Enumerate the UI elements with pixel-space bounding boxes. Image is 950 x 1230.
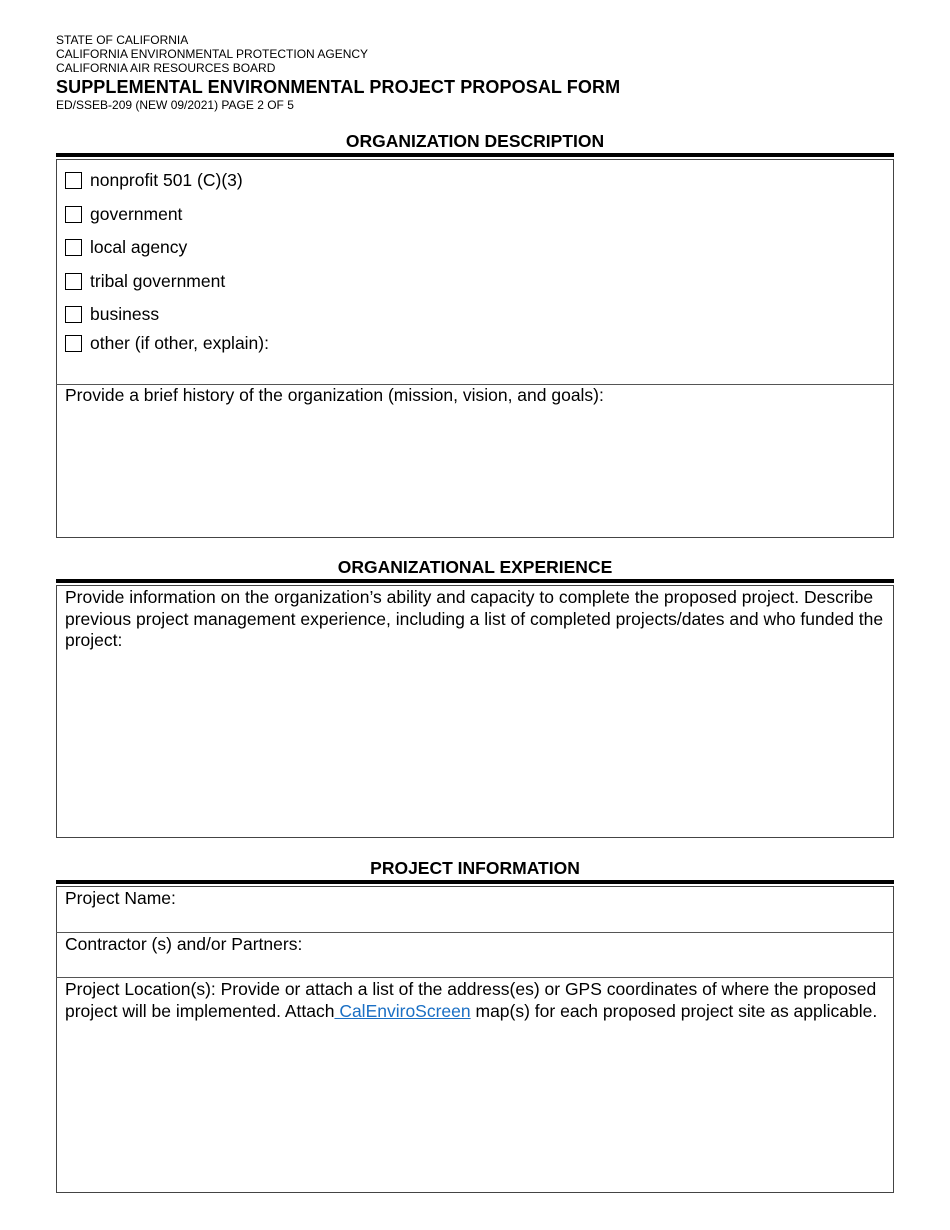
option-tribal-government[interactable] <box>65 270 225 292</box>
section-title-project-information: PROJECT INFORMATION <box>370 858 580 878</box>
government-checkbox[interactable] <box>65 206 82 223</box>
location-prompt-text: Project Location(s): Provide or attach a list of the address(es) or GPS coordinates of where the proposed project will be implemented. Attach <box>65 979 877 1021</box>
agency-line-carb: CALIFORNIA AIR RESOURCES BOARD <box>56 61 276 75</box>
business-checkbox[interactable] <box>65 306 82 323</box>
option-nonprofit[interactable] <box>65 169 243 191</box>
project-name-field[interactable]: Project Name: <box>65 888 176 908</box>
checkbox-label: government <box>90 203 183 224</box>
agency-line-calepa: CALIFORNIA ENVIRONMENTAL PROTECTION AGENCY <box>56 47 369 61</box>
checkbox-label: nonprofit 501 (C)(3) <box>90 169 243 190</box>
field-divider <box>56 932 894 933</box>
project-location-field[interactable] <box>65 979 885 1022</box>
history-field[interactable]: Provide a brief history of the organization (mission, vision, and goals): <box>65 385 604 405</box>
location-prompt-suffix: map(s) for each proposed project site as applicable. <box>470 1000 878 1021</box>
section-rule <box>56 579 894 583</box>
checkbox-label: business <box>90 303 160 324</box>
contractors-field[interactable]: Contractor (s) and/or Partners: <box>65 934 303 954</box>
section-rule <box>56 880 894 884</box>
form-title: SUPPLEMENTAL ENVIRONMENTAL PROJECT PROPOSAL FORM <box>56 77 621 97</box>
option-local-agency[interactable] <box>65 236 187 258</box>
nonprofit-checkbox[interactable] <box>65 172 82 189</box>
option-business[interactable] <box>65 303 159 325</box>
other-checkbox[interactable] <box>65 335 82 352</box>
field-divider <box>56 977 894 978</box>
checkbox-label: other (if other, explain): <box>90 332 269 353</box>
checkbox-label: local agency <box>90 236 188 257</box>
section-title-org-description: ORGANIZATION DESCRIPTION <box>345 131 605 151</box>
option-government[interactable] <box>65 203 182 225</box>
local-agency-checkbox[interactable] <box>65 239 82 256</box>
section-rule <box>56 153 894 157</box>
checkbox-label: tribal government <box>90 270 226 291</box>
calenviroscreen-link[interactable]: CalEnviroScreen <box>334 1000 471 1021</box>
form-id: ED/SSEB-209 (NEW 09/2021) PAGE 2 OF 5 <box>56 98 294 112</box>
agency-line-state: STATE OF CALIFORNIA <box>56 33 189 47</box>
tribal-government-checkbox[interactable] <box>65 273 82 290</box>
section-title-org-experience: ORGANIZATIONAL EXPERIENCE <box>337 557 613 577</box>
option-other[interactable] <box>65 332 269 354</box>
experience-field[interactable]: Provide information on the organization’s ability and capacity to complete the proposed project. Describe previous project management experience, including a list of completed projects/dates and who funded the project: <box>65 587 884 651</box>
